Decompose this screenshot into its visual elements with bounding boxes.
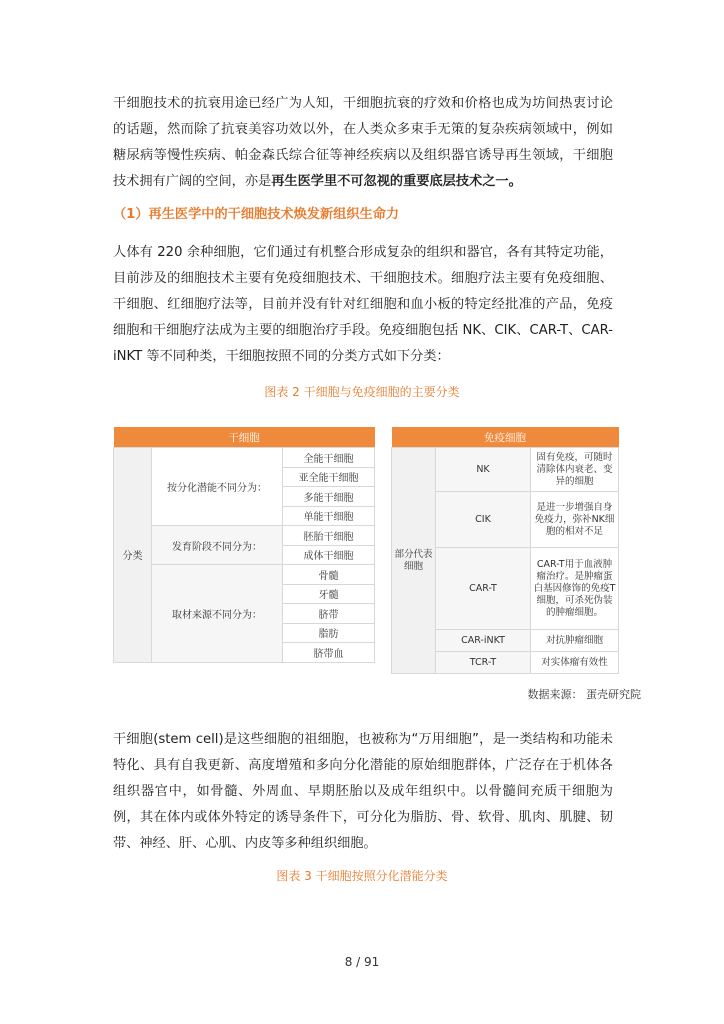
group-item: 脂肪 bbox=[283, 623, 375, 643]
immune-desc: 是进一步增强自身免疫力，弥补NK细胞的相对不足 bbox=[531, 492, 619, 548]
stem-cell-paragraph: 干细胞(stem cell)是这些细胞的祖细胞，也被称为“万用细胞”，是一类结构和功能未特化、具有自我更新、高度增殖和多向分化潜能的原始细胞群体，广泛存在于机体各组织器官中，如骨髓、外周血、早期胚胎以及成年组织中。以骨髓间充质干细胞为例，其在体内或体外特定的诱导条件下，可分化为脂肪、骨、软骨、肌肉、肌腱、韧带、神经、肝、心肌、内皮等多种组织细胞。 bbox=[113, 732, 613, 851]
group-label: 取材来源不同分为： bbox=[152, 565, 283, 663]
data-source: 数据来源： 蛋壳研究院 bbox=[527, 688, 641, 701]
immune-desc: 对抗肿瘤细胞 bbox=[531, 630, 619, 652]
group-item: 骨髓 bbox=[283, 565, 375, 585]
immune-desc: 固有免疫，可随时清除体内衰老、变异的细胞 bbox=[531, 448, 619, 492]
immune-name: TCR-T bbox=[436, 652, 531, 674]
group-item: 亚全能干细胞 bbox=[283, 467, 375, 487]
category-cell: 部分代表细胞 bbox=[392, 448, 436, 674]
group-label: 按分化潜能不同分为： bbox=[152, 448, 283, 526]
immune-name: NK bbox=[436, 448, 531, 492]
immune-name: CAR-T bbox=[436, 548, 531, 630]
section-heading: （1）再生医学中的干细胞技术焕发新组织生命力 bbox=[113, 207, 400, 222]
figure-2-caption: 图表 2 干细胞与免疫细胞的主要分类 bbox=[264, 385, 460, 399]
group-item: 脐带血 bbox=[283, 643, 375, 663]
group-item: 单能干细胞 bbox=[283, 506, 375, 526]
cell-types-paragraph: 人体有 220 余种细胞，它们通过有机整合形成复杂的组织和器官，各有其特定功能，目前涉及的细胞技术主要有免疫细胞技术、干细胞技术。细胞疗法主要有免疫细胞、干细胞、红细胞疗法等，目前并没有针对红细胞和血小板的特定经批准的产品，免疫细胞和干细胞疗法成为主要的细胞治疗手段。免疫细胞包括 NK、CIK、CAR-T、CAR-iNKT 等不同种类，干细胞按照不同的分类方式如下分类： bbox=[113, 245, 613, 364]
immune-cell-table bbox=[391, 427, 619, 674]
intro-paragraph bbox=[113, 91, 613, 195]
group-item: 多能干细胞 bbox=[283, 487, 375, 507]
group-item: 脐带 bbox=[283, 604, 375, 624]
group-item: 胚胎干细胞 bbox=[283, 526, 375, 546]
intro-bold-text: 再生医学里不可忽视的重要底层技术之一。 bbox=[271, 174, 522, 189]
immune-desc: 对实体瘤有效性 bbox=[531, 652, 619, 674]
group-label: 发育阶段不同分为： bbox=[152, 526, 283, 565]
figure-3-caption: 图表 3 干细胞按照分化潜能分类 bbox=[276, 869, 448, 883]
immune-name: CIK bbox=[436, 492, 531, 548]
category-cell: 分类 bbox=[114, 448, 152, 663]
intro-text: 干细胞技术的抗衰用途已经广为人知，干细胞抗衰的疗效和价格也成为坊间热衷讨论的话题，然而除了抗衰美容功效以外，在人类众多束手无策的复杂疾病领域中，例如糖尿病等慢性疾病、帕金森氏综合征等神经疾病以及组织器官诱导再生领域，干细胞技术拥有广阔的空间，亦是 bbox=[113, 96, 613, 189]
group-item: 牙髓 bbox=[283, 584, 375, 604]
stem-cell-classification-table bbox=[113, 427, 375, 663]
page-number: 8 / 91 bbox=[344, 955, 380, 969]
stem-cell-header: 干细胞 bbox=[114, 427, 375, 448]
group-item: 全能干细胞 bbox=[283, 448, 375, 468]
group-item: 成体干细胞 bbox=[283, 545, 375, 565]
immune-cell-header: 免疫细胞 bbox=[392, 427, 619, 448]
immune-desc: CAR-T用于血液肿瘤治疗。是肿瘤蛋白基因修饰的免疫T细胞，可杀死伪装的肿瘤细胞。 bbox=[531, 548, 619, 630]
immune-name: CAR-iNKT bbox=[436, 630, 531, 652]
